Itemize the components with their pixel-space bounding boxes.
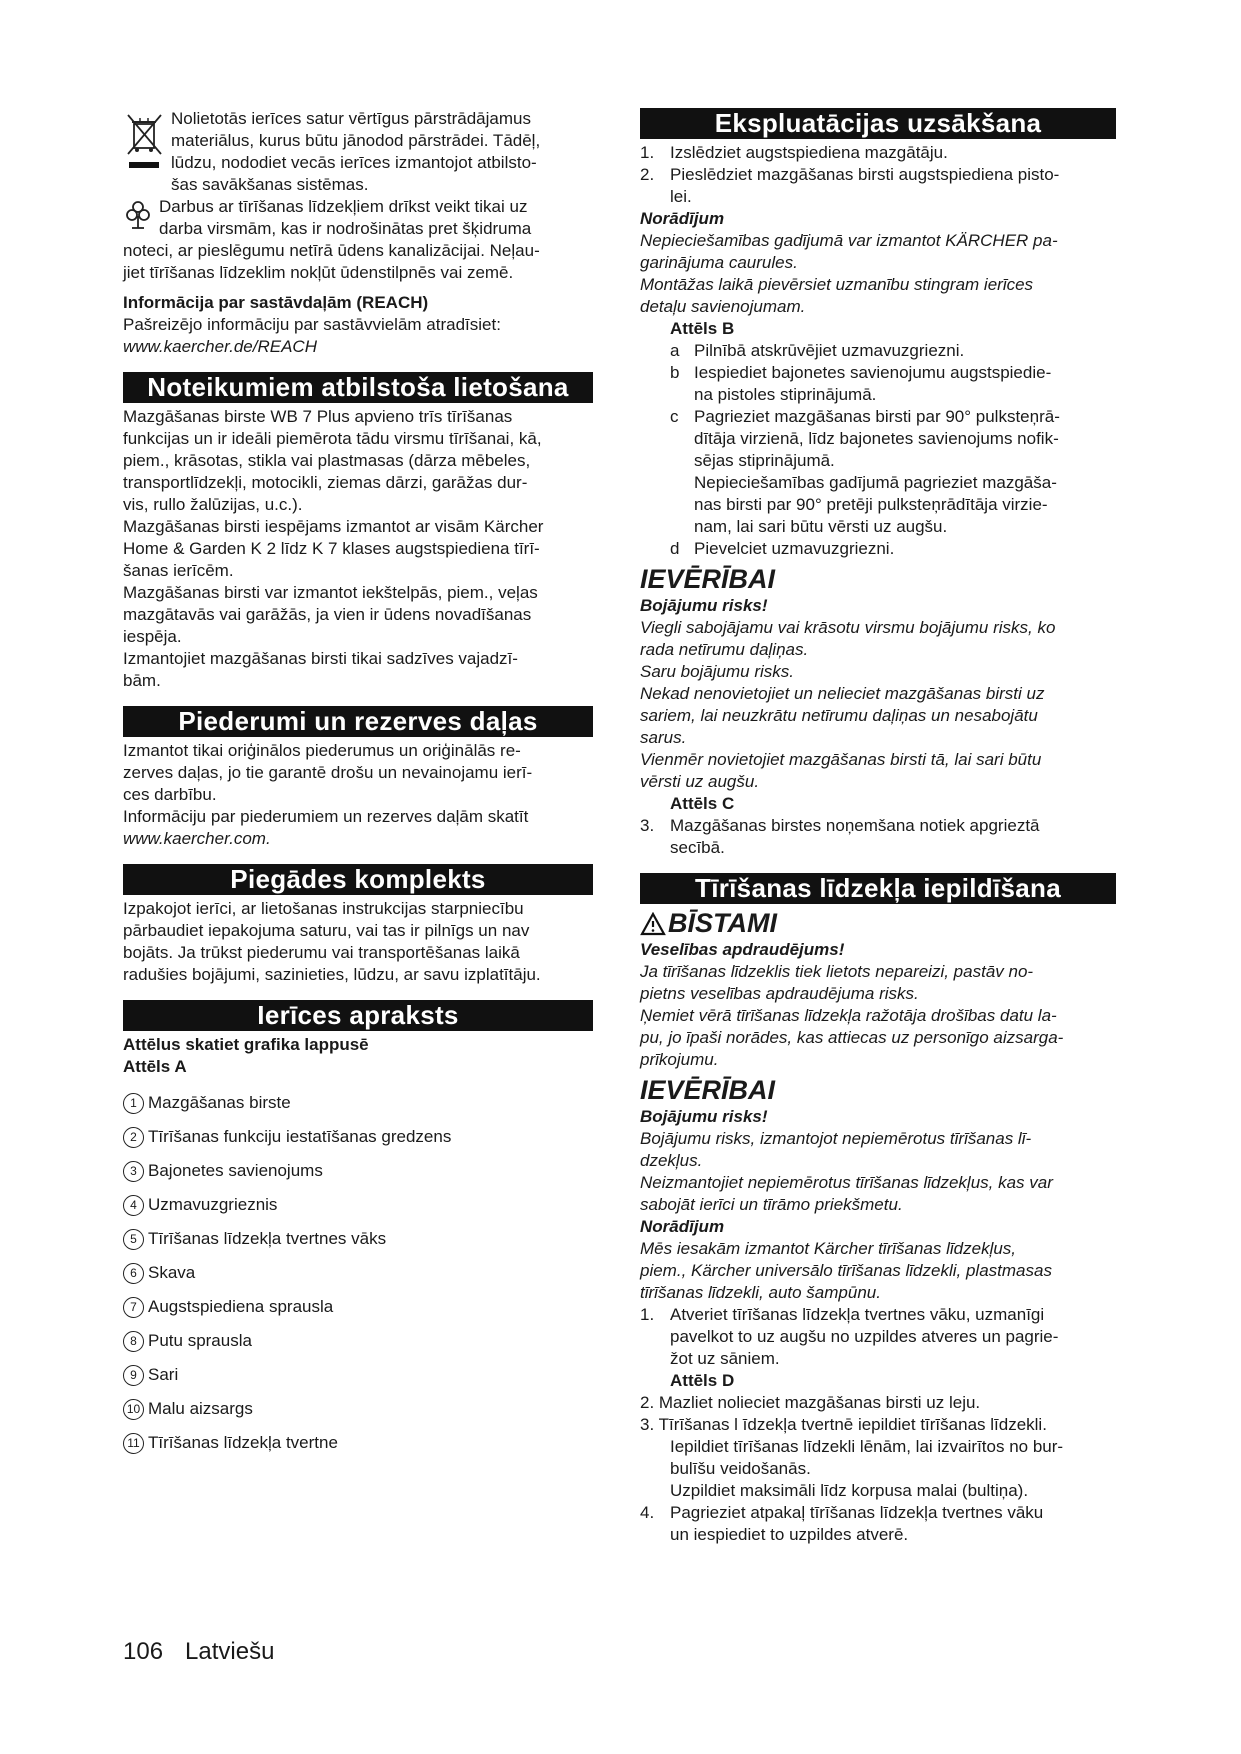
note-line: garinājuma caurules. bbox=[640, 253, 798, 272]
use-line: bām. bbox=[123, 671, 161, 690]
fill-step-1-cont: pavelkot to uz augšu no uzpildes atveres un pagrie- bbox=[670, 1327, 1059, 1346]
fill-step-1-cont: žot uz sāniem. bbox=[670, 1349, 780, 1368]
component-list bbox=[123, 1086, 593, 1460]
caution-line: sariem, lai neuzkrātu netīrumu daļiņas un nesabojātu bbox=[640, 706, 1038, 725]
danger-heading bbox=[640, 908, 1116, 939]
component-label: Bajonetes savienojums bbox=[148, 1161, 323, 1180]
component-label: Skava bbox=[148, 1263, 196, 1282]
caution-line: Bojājumu risks, izmantojot nepiemērotus tīrīšanas lī- bbox=[640, 1129, 1032, 1148]
number-badge: 4 bbox=[123, 1195, 144, 1216]
reach-text: Pašreizējo informāciju par sastāvvielām atradīsiet: bbox=[123, 315, 501, 334]
component-label: Sari bbox=[148, 1365, 179, 1384]
fill-step-4-cont: un iespiediet to uzpildes atverē. bbox=[670, 1525, 909, 1544]
left-column bbox=[123, 108, 593, 1460]
number-badge: 7 bbox=[123, 1297, 144, 1318]
caution-heading: IEVĒRĪBAI bbox=[640, 564, 776, 594]
caution-line: sabojāt ierīci un tīrāmo priekšmetu. bbox=[640, 1195, 903, 1214]
number-badge: 2 bbox=[123, 1127, 144, 1148]
caution-line: Vienmēr novietojiet mazgāšanas birsti tā, lai sari būtu bbox=[640, 750, 1042, 769]
step-c-cont: dītāja virzienā, līdz bajonetes savienojums nofik- bbox=[694, 429, 1059, 448]
caution-line: Saru bojājumu risks. bbox=[640, 662, 795, 681]
list-item bbox=[123, 1426, 593, 1460]
scope-line: Izpakojot ierīci, ar lietošanas instrukcijas starpniecību bbox=[123, 899, 524, 918]
use-line: vis, rullo žalūzijas, u.c.). bbox=[123, 495, 303, 514]
list-item bbox=[123, 1392, 593, 1426]
desc-figure: Attēls A bbox=[123, 1057, 187, 1076]
number-badge: 5 bbox=[123, 1229, 144, 1250]
page-footer bbox=[123, 1638, 296, 1666]
acc-line: Izmantot tikai oriģinālos piederumus un oriģinālās re- bbox=[123, 741, 521, 760]
caution-line: sarus. bbox=[640, 728, 687, 747]
language-label: Latviešu bbox=[185, 1638, 275, 1665]
caution-line: vērsti uz augšu. bbox=[640, 772, 760, 791]
weee-line: Nolietotās ierīces satur vērtīgus pārstrādājamus bbox=[171, 109, 531, 128]
caution-line: Neizmantojiet nepiemērotus tīrīšanas līdzekļus, kas var bbox=[640, 1173, 1053, 1192]
danger-line: pu, jo īpaši norādes, kas attiecas uz personīgo aizsarga- bbox=[640, 1028, 1064, 1047]
component-label: Uzmavuzgrieznis bbox=[148, 1195, 278, 1214]
acc-line: ces darbību. bbox=[123, 785, 217, 804]
use-line: Mazgāšanas birste WB 7 Plus apvieno trīs tīrīšanas bbox=[123, 407, 513, 426]
desc-note: Attēlus skatiet grafika lappusē bbox=[123, 1035, 369, 1054]
page-number: 106 bbox=[123, 1638, 164, 1665]
caution-line: dzekļus. bbox=[640, 1151, 703, 1170]
number-badge: 11 bbox=[123, 1433, 144, 1454]
heading-start-up: Ekspluatācijas uzsākšana bbox=[640, 108, 1116, 139]
weee-line: materiālus, kurus būtu jānodod pārstrādei. Tādēļ, bbox=[171, 131, 541, 150]
crossed-bin-icon bbox=[125, 112, 165, 172]
figure-b-label: Attēls B bbox=[670, 319, 735, 338]
number-badge: 8 bbox=[123, 1331, 144, 1352]
component-label: Tīrīšanas funkciju iestatīšanas gredzens bbox=[148, 1127, 452, 1146]
step-3-cont: secībā. bbox=[670, 838, 725, 857]
list-item bbox=[123, 1120, 593, 1154]
danger-title: Veselības apdraudējums! bbox=[640, 940, 845, 959]
caution-line: Viegli sabojājamu vai krāsotu virsmu bojājumu risks, ko bbox=[640, 618, 1056, 637]
env-line: darba virsmām, kas ir nodrošinātas pret šķidruma bbox=[159, 219, 532, 238]
use-line: Mazgāšanas birsti iespējams izmantot ar visām Kärcher bbox=[123, 517, 544, 536]
component-label: Augstspiediena sprausla bbox=[148, 1297, 334, 1316]
scope-line: pārbaudiet iepakojuma saturu, vai tas ir pilnīgs un nav bbox=[123, 921, 530, 940]
note-line: Mēs iesakām izmantot Kärcher tīrīšanas līdzekļus, bbox=[640, 1239, 1017, 1258]
scope-line: bojāts. Ja trūkst piederumu vai transportēšanas laikā bbox=[123, 943, 520, 962]
note-line: piem., Kärcher universālo tīrīšanas līdzekli, plastmasas bbox=[640, 1261, 1052, 1280]
use-line: piem., krāsotas, stikla vai plastmasas (dārza mēbeles, bbox=[123, 451, 531, 470]
note-line: detaļu savienojumam. bbox=[640, 297, 806, 316]
note-title: Norādījum bbox=[640, 209, 725, 228]
use-line: funkcijas un ir ideāli piemērota tādu virsmu tīrīšanai, kā, bbox=[123, 429, 542, 448]
fill-step-2: 2. Mazliet nolieciet mazgāšanas birsti uz leju. bbox=[640, 1393, 981, 1412]
fill-step-3: 3. Tīrīšanas l īdzekļa tvertnē iepildiet tīrīšanas līdzekli. bbox=[640, 1415, 1047, 1434]
danger-line: Ņemiet vērā tīrīšanas līdzekļa ražotāja drošības datu la- bbox=[640, 1006, 1057, 1025]
acc-line: Informāciju par piederumiem un rezerves daļām skatīt bbox=[123, 807, 529, 826]
danger-line: prīkojumu. bbox=[640, 1050, 719, 1069]
list-item bbox=[123, 1086, 593, 1120]
number-badge: 9 bbox=[123, 1365, 144, 1386]
step-1: 1. Izslēdziet augstspiediena mazgātāju. bbox=[640, 143, 948, 162]
caution-heading: IEVĒRĪBAI bbox=[640, 1075, 776, 1105]
figure-c-label: Attēls C bbox=[670, 794, 735, 813]
list-item bbox=[123, 1256, 593, 1290]
step-a: a Pilnībā atskrūvējiet uzmavuzgriezni. bbox=[670, 341, 965, 360]
use-line: mazgātavās vai garāžās, ja vien ir ūdens novadīšanas bbox=[123, 605, 532, 624]
scope-line: radušies bojājumi, sazinieties, lūdzu, ar savu izplatītāju. bbox=[123, 965, 541, 984]
acc-line: zerves daļas, jo tie garantē drošu un nevainojamu ierī- bbox=[123, 763, 533, 782]
fill-step-3-cont: Uzpildiet maksimāli līdz korpusa malai (bultiņa). bbox=[670, 1481, 1029, 1500]
heading-scope-of-delivery: Piegādes komplekts bbox=[123, 864, 593, 895]
danger-line: Ja tīrīšanas līdzeklis tiek lietots nepareizi, pastāv no- bbox=[640, 962, 1034, 981]
component-label: Malu aizsargs bbox=[148, 1399, 253, 1418]
acc-url: www.kaercher.com. bbox=[123, 829, 271, 848]
caution-line: rada netīrumu daļiņas. bbox=[640, 640, 809, 659]
number-badge: 10 bbox=[123, 1399, 144, 1420]
component-label: Tīrīšanas līdzekļa tvertnes vāks bbox=[148, 1229, 387, 1248]
note-line: tīrīšanas līdzekli, auto šampūnu. bbox=[640, 1283, 881, 1302]
reach-url: www.kaercher.de/REACH bbox=[123, 337, 317, 356]
figure-d-label: Attēls D bbox=[670, 1371, 735, 1390]
reach-title: Informācija par sastāvdaļām (REACH) bbox=[123, 293, 429, 312]
component-label: Putu sprausla bbox=[148, 1331, 252, 1350]
list-item bbox=[123, 1154, 593, 1188]
step-c-cont: sējas stiprinājumā. bbox=[694, 451, 835, 470]
caution-title: Bojājumu risks! bbox=[640, 596, 768, 615]
right-column bbox=[640, 108, 1116, 1546]
list-item bbox=[123, 1188, 593, 1222]
use-line: Izmantojiet mazgāšanas birsti tikai sadzīves vajadzī- bbox=[123, 649, 518, 668]
note-line: Montāžas laikā pievērsiet uzmanību stingram ierīces bbox=[640, 275, 1034, 294]
number-badge: 1 bbox=[123, 1093, 144, 1114]
danger-line: pietns veselības apdraudējuma risks. bbox=[640, 984, 919, 1003]
step-2: 2. Pieslēdziet mazgāšanas birsti augstspiediena pisto- bbox=[640, 165, 1060, 184]
use-line: šanas ierīcēm. bbox=[123, 561, 234, 580]
caution-title: Bojājumu risks! bbox=[640, 1107, 768, 1126]
step-d: d Pievelciet uzmavuzgriezni. bbox=[670, 539, 895, 558]
heading-accessories: Piederumi un rezerves daļas bbox=[123, 706, 593, 737]
env-line: noteci, ar pieslēgumu netīrā ūdens kanalizācijai. Neļau- bbox=[123, 241, 540, 260]
weee-line: lūdzu, nododiet vecās ierīces izmantojot atbilsto- bbox=[171, 153, 537, 172]
fill-step-4: 4. Pagrieziet atpakaļ tīrīšanas līdzekļa tvertnes vāku bbox=[640, 1503, 1044, 1522]
use-line: Home & Garden K 2 līdz K 7 klases augstspiediena tīrī- bbox=[123, 539, 540, 558]
step-c-cont: nam, lai sari būtu vērsti uz augšu. bbox=[694, 517, 948, 536]
heading-device-description: Ierīces apraksts bbox=[123, 1000, 593, 1031]
danger-label: BĪSTAMI bbox=[668, 908, 777, 938]
step-b-cont: na pistoles stiprinājumā. bbox=[694, 385, 877, 404]
use-line: iespēja. bbox=[123, 627, 182, 646]
step-b: b Iespiediet bajonetes savienojumu augstspiedie- bbox=[670, 363, 1052, 382]
step-3: 3. Mazgāšanas birstes noņemšana notiek apgrieztā bbox=[640, 816, 1040, 835]
warning-triangle-icon bbox=[640, 912, 666, 936]
fill-step-1: 1. Atveriet tīrīšanas līdzekļa tvertnes vāku, uzmanīgi bbox=[640, 1305, 1045, 1324]
heading-intended-use: Noteikumiem atbilstoša lietošana bbox=[123, 372, 593, 403]
step-2-cont: lei. bbox=[670, 187, 692, 206]
env-line: Darbus ar tīrīšanas līdzekļiem drīkst veikt tikai uz bbox=[159, 197, 528, 216]
list-item bbox=[123, 1290, 593, 1324]
caution-line: Nekad nenovietojiet un nelieciet mazgāšanas birsti uz bbox=[640, 684, 1045, 703]
list-item bbox=[123, 1324, 593, 1358]
use-line: Mazgāšanas birsti var izmantot iekštelpās, piem., veļas bbox=[123, 583, 538, 602]
note-title: Norādījum bbox=[640, 1217, 725, 1236]
env-line: jiet tīrīšanas līdzeklim nokļūt ūdenstilpnēs vai zemē. bbox=[123, 263, 514, 282]
recycling-icon bbox=[125, 198, 151, 232]
list-item bbox=[123, 1358, 593, 1392]
number-badge: 6 bbox=[123, 1263, 144, 1284]
use-line: transportlīdzekļi, motocikli, ziemas dārzi, garāžas dur- bbox=[123, 473, 528, 492]
step-c-cont: nas birsti par 90° pretēji pulksteņrādītāja virzie- bbox=[694, 495, 1048, 514]
fill-step-3-cont: bulīšu veidošanās. bbox=[670, 1459, 811, 1478]
step-c: c Pagrieziet mazgāšanas birsti par 90° pulksteņrā- bbox=[670, 407, 1060, 426]
fill-step-3-cont: Iepildiet tīrīšanas līdzekli lēnām, lai izvairītos no bur- bbox=[670, 1437, 1064, 1456]
env-block bbox=[123, 196, 593, 284]
weee-block bbox=[123, 108, 593, 196]
heading-fill-detergent: Tīrīšanas līdzekļa iepildīšana bbox=[640, 873, 1116, 904]
note-line: Nepieciešamības gadījumā var izmantot KÄRCHER pa- bbox=[640, 231, 1058, 250]
component-label: Tīrīšanas līdzekļa tvertne bbox=[148, 1433, 338, 1452]
weee-line: šas savākšanas sistēmas. bbox=[171, 175, 369, 194]
number-badge: 3 bbox=[123, 1161, 144, 1182]
step-c-cont: Nepieciešamības gadījumā pagrieziet mazgāša- bbox=[694, 473, 1057, 492]
component-label: Mazgāšanas birste bbox=[148, 1093, 291, 1112]
list-item bbox=[123, 1222, 593, 1256]
